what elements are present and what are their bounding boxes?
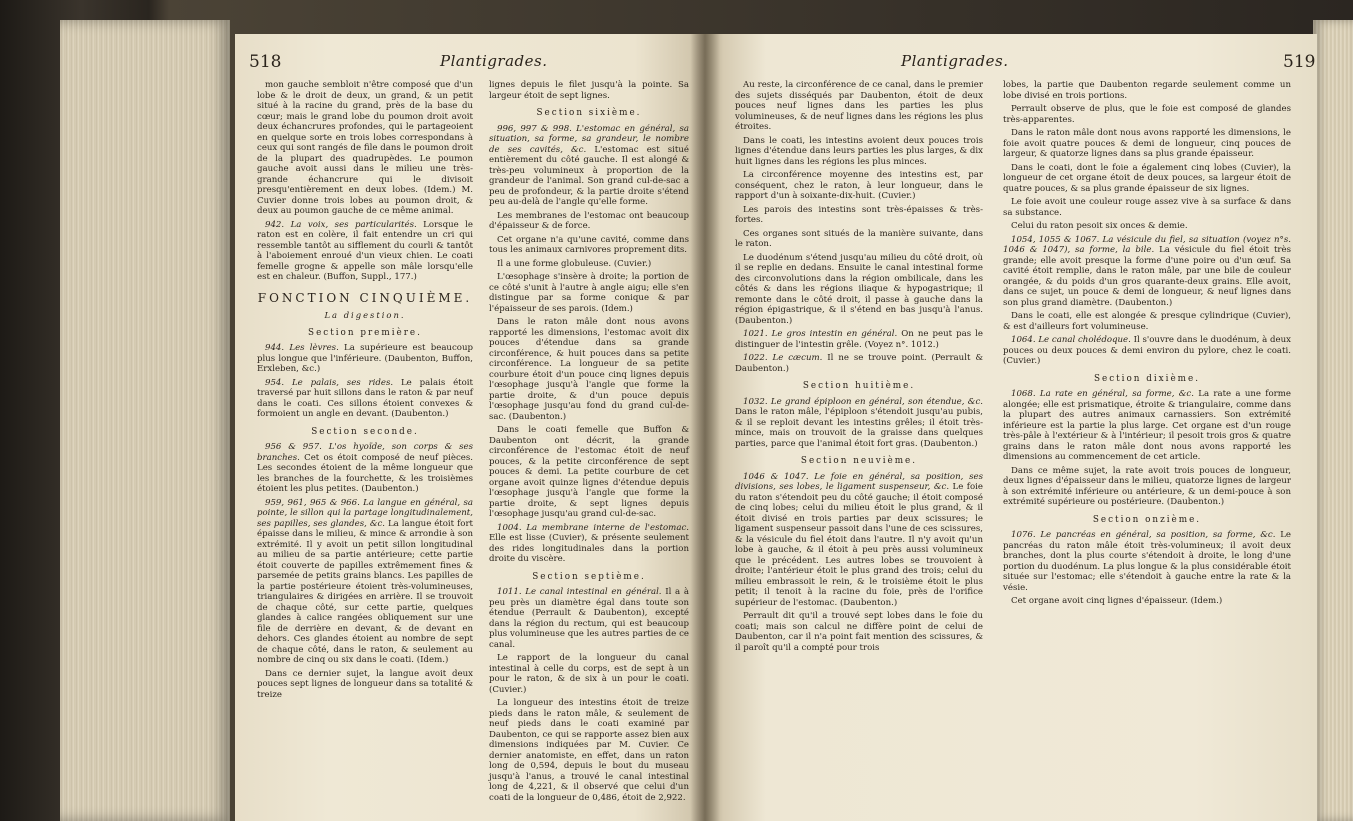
right-page-number: 519 bbox=[1283, 52, 1316, 72]
paragraph-heading: 1022. Le cæcum. bbox=[743, 353, 823, 363]
paragraph-text: Le foie avoit une couleur rouge assez vive à sa surface & dans sa substance. bbox=[1003, 197, 1291, 218]
paragraph-heading: 944. Les lèvres. bbox=[265, 343, 339, 353]
paragraph-text: La rate a une forme alongée; elle est prismatique, étroite & triangulaire, comme dans la plupart des autres animaux carnassiers. Son extrémité inférieure est la partie la plus large. Cet organe est d'un rouge très-pâle à l'extérieur & à l'intérieur; il pesoit trois gros & quatre grains dans le raton mâle dont nous avons rapporté les dimensions au commencement de cet article. bbox=[1003, 389, 1291, 462]
section-heading: Section sixième. bbox=[536, 108, 642, 118]
paragraph-heading: 1011. Le canal intestinal en général. bbox=[497, 587, 662, 597]
section-heading: Section dixième. bbox=[1093, 373, 1201, 384]
paragraph-text: L'estomac est situé entièrement du côté gauche. Il est alongé & très-peu volumineux à proportion de la grandeur de l'animal. Son grand cul-de-sac a peu de profondeur, & la partie droite s'étend peu au-delà de l'angle qu'elle forme. bbox=[489, 144, 690, 207]
paragraph bbox=[489, 272, 689, 314]
paragraph bbox=[735, 611, 983, 653]
paragraph-text: Le foie du raton s'étendoit peu du côté gauche; il étoit composé de cinq lobes; celui du milieu étoit le plus grand, & il étoit divisé en trois parties par deux scissures; le ligament suspenseur passoit dans l'une de ces scissures, & la vésicule du fiel étoit dans l'autre. Il n'y avoit qu'un lobe à gauche, & il étoit à peu près aussi volumineux que le précédent. Les autres lobes se trouvoient à droite; l'antérieur étoit le plus grand des trois; celui du milieu embrassoit le rein, & le troisième étoit le plus petit; il tenoit à la racine du foie, près de l'orifice supérieur de l'estomac. (Daubenton.) bbox=[735, 482, 983, 608]
paragraph bbox=[1003, 389, 1291, 463]
left-page bbox=[235, 34, 705, 821]
paragraph-heading: 1076. Le pancréas en général, sa position, sa forme, &c. bbox=[1011, 530, 1276, 540]
paragraph bbox=[257, 343, 473, 375]
paragraph bbox=[257, 498, 473, 666]
paragraph-text: Dans le coati femelle que Buffon & Daubenton ont décrit, la grande circonférence de l'estomac étoit de neuf pouces, & la petite circonférence de sept pouces & demi. La petite courbure de cet organe avoit quinze lignes d'étendue depuis l'œsophage jusqu'à l'angle que forme la partie droite, & sept lignes depuis l'œsophage jusqu'au grand cul-de-sac. bbox=[489, 425, 689, 519]
paragraph bbox=[489, 211, 689, 232]
paragraph-heading: 1032. Le grand épiploon en général, son étendue, &c. bbox=[743, 396, 983, 407]
section-heading: Section seconde. bbox=[311, 426, 419, 437]
paragraph-heading: 1054, 1055 & 1067. La vésicule du fiel, sa situation (voyez n°s. 1046 & 1047), sa forme, la bile. bbox=[1003, 234, 1291, 255]
paragraph-text: Dans le coati, elle est alongée & presque cylindrique (Cuvier), & est d'ailleurs fort volumineuse. bbox=[1003, 311, 1291, 332]
paragraph bbox=[735, 472, 983, 609]
paragraph bbox=[257, 378, 473, 420]
paragraph-text: Les parois des intestins sont très-épaisses & très-fortes. bbox=[735, 204, 983, 225]
left-column-1 bbox=[257, 80, 473, 703]
paragraph-text: Le duodénum s'étend jusqu'au milieu du côté droit, où il se replie en dedans. Ensuite le canal intestinal forme des circonvolutions dans la région ombilicale, dans les côtés & dans les régions iliaque & hypogastrique; il remonte dans le côté droit, il passe à gauche dans la région épigastrique, & il s'étend en bas jusqu'à l'anus. (Daubenton.) bbox=[735, 252, 983, 326]
paragraph-heading: 959, 961, 965 & 966. La langue en général, sa pointe, le sillon qui la partage longitudinalement, ses papilles, ses glandes, &c. bbox=[257, 497, 473, 529]
paragraph bbox=[735, 397, 983, 450]
paragraph bbox=[1003, 235, 1291, 309]
paragraph-heading: 954. Le palais, ses rides. bbox=[265, 377, 394, 388]
paragraph bbox=[489, 425, 689, 520]
paragraph bbox=[1003, 80, 1291, 101]
paragraph-text: La longueur des intestins étoit de treize pieds dans le raton mâle, & seulement de neuf pieds dans le coati examiné par Daubenton, ce qui se rapporte assez bien aux dimensions indiquées par M. Cuvier. Ce dernier anatomiste, en effet, dans un raton long de 0,594, depuis le bout du museau jusqu'à l'anus, a trouvé le canal intestinal long de 4,221, & il observé que celui d'un coati de la longueur de 0,486, étoit de 2,922. bbox=[489, 698, 689, 803]
paragraph bbox=[257, 442, 473, 495]
paragraph bbox=[489, 317, 689, 422]
paragraph-text: Perrault dit qu'il a trouvé sept lobes dans le foie du coati; mais son calcul ne diffère point de celui de Daubenton, car il n'a point fait mention des scissures, & il paroît qu'il a compté pour trois bbox=[735, 611, 983, 653]
paragraph bbox=[1003, 104, 1291, 125]
paragraph bbox=[735, 205, 983, 226]
paragraph bbox=[489, 124, 689, 208]
paragraph bbox=[489, 587, 689, 650]
paragraph bbox=[1003, 335, 1291, 367]
paragraph bbox=[1003, 221, 1291, 232]
paragraph-text: Le pancréas du raton mâle étoit très-volumineux; il avoit deux branches, dont la plus courte s'étendoit à droite, le long d'une portion du duodénum. La plus longue & la plus considérable étoit située sur l'estomac; elle s'étendoit à gauche entre la rate & la vésie. bbox=[1003, 530, 1292, 593]
paragraph-text: Il s'ouvre dans le duodénum, à deux pouces ou deux pouces & demi environ du pylore, chez le coati. (Cuvier.) bbox=[1003, 335, 1291, 366]
paragraph-heading: 1004. La membrane interne de l'estomac. bbox=[497, 522, 689, 533]
paragraph-text: Ces organes sont situés de la manière suivante, dans le raton. bbox=[735, 228, 983, 249]
paragraph-text: Perrault observe de plus, que le foie est composé de glandes très-apparentes. bbox=[1003, 104, 1291, 125]
paragraph bbox=[1003, 530, 1291, 593]
paragraph-text: lobes, la partie que Daubenton regarde seulement comme un lobe divisé en trois portions. bbox=[1003, 80, 1291, 101]
paragraph-text: La supérieure est beaucoup plus longue que l'inférieure. (Daubenton, Buffon, Erxleben, &c.) bbox=[257, 343, 473, 374]
paragraph bbox=[1003, 197, 1291, 218]
paragraph bbox=[1003, 128, 1291, 160]
paragraph-text: Dans ce dernier sujet, la langue avoit deux pouces sept lignes de longueur dans sa totalité & treize bbox=[257, 668, 473, 700]
left-page-stack bbox=[60, 20, 230, 821]
paragraph-text: Le palais étoit traversé par huit sillons dans le raton & par neuf dans le coati. Ces sillons étoient convexes & formoient un angle en devant. (Daubenton.) bbox=[257, 377, 474, 419]
paragraph-text: Dans le coati, dont le foie a également cinq lobes (Cuvier), la longueur de cet organe étoit de deux pouces, sa largeur étoit de quatre pouces, & sa plus grande épaisseur de six lignes. bbox=[1003, 162, 1291, 194]
paragraph bbox=[1003, 596, 1291, 607]
paragraph bbox=[735, 170, 983, 202]
paragraph bbox=[257, 80, 473, 217]
paragraph-text: La circonférence moyenne des intestins est, par conséquent, chez le raton, à leur longueur, dans le rapport d'un à soixante-dix-huit. (Cuvier.) bbox=[735, 170, 983, 201]
paragraph-text: Dans ce même sujet, la rate avoit trois pouces de longueur, deux lignes d'épaisseur dans le milieu, quatorze lignes de largeur à son extrémité inférieure ou antérieure, & un demi-pouce à son extrémité supérieure ou postérieure. (Daubenton.) bbox=[1003, 465, 1291, 507]
paragraph-text: Cet os étoit composé de neuf pièces. Les secondes étoient de la même longueur que les branches de la fourchette, & les troisièmes étoient les plus petites. (Daubenton.) bbox=[257, 452, 473, 494]
paragraph-text: Cet organe avoit cinq lignes d'épaisseur. (Idem.) bbox=[1011, 596, 1223, 606]
right-page bbox=[705, 34, 1317, 821]
chapter-heading: FONCTION CINQUIÈME. bbox=[257, 290, 473, 305]
section-heading: Section huitième. bbox=[802, 381, 916, 391]
paragraph bbox=[489, 80, 689, 101]
paragraph bbox=[1003, 163, 1291, 195]
paragraph-heading: 942. La voix, ses particularités. bbox=[265, 219, 417, 230]
paragraph-heading: 956 & 957. L'os hyoïde, son corps & ses branches. bbox=[257, 442, 473, 463]
paragraph bbox=[735, 80, 983, 133]
paragraph bbox=[489, 523, 689, 565]
paragraph-text: Dans le raton mâle dont nous avons rapporté les dimensions, l'estomac avoit dix pouces d'étendue dans sa grande circonférence, & huit pouces dans sa petite circonférence. La longueur de sa petite courbure étoit d'un pouce cinq lignes depuis l'œsophage jusqu'à l'angle que forme la partie droite, & d'un pouce depuis l'œsophage jusqu'au fond du grand cul-de-sac. (Daubenton.) bbox=[489, 317, 689, 422]
paragraph-text: Dans le coati, les intestins avoient deux pouces trois lignes d'étendue dans leurs parties les plus larges, & dix huit lignes dans les régions les plus minces. bbox=[735, 135, 983, 167]
section-heading: Section septième. bbox=[532, 571, 646, 582]
paragraph bbox=[735, 229, 983, 250]
left-running-head: Plantigrades. bbox=[440, 52, 548, 70]
paragraph-text: Celui du raton pesoit six onces & demie. bbox=[1011, 221, 1188, 231]
paragraph-text: Le rapport de la longueur du canal intestinal à celle du corps, est de sept à un pour le raton, & de six à un pour le coati. (Cuvier.) bbox=[489, 653, 689, 695]
right-page-stack bbox=[1313, 20, 1353, 821]
paragraph bbox=[257, 220, 473, 283]
paragraph-text: Les membranes de l'estomac ont beaucoup d'épaisseur & de force. bbox=[489, 210, 689, 231]
paragraph bbox=[735, 329, 983, 350]
paragraph-heading: 1068. La rate en général, sa forme, &c. bbox=[1011, 389, 1194, 399]
paragraph bbox=[735, 253, 983, 327]
paragraph bbox=[489, 653, 689, 695]
paragraph-text: Il a à peu près un diamètre égal dans toute son étendue (Perrault & Daubenton), excepté dans la région du rectum, qui est beaucoup plus volumineuse que les autres parties de ce canal. bbox=[489, 587, 689, 650]
paragraph bbox=[1003, 466, 1291, 508]
paragraph-text: Cet organe n'a qu'une cavité, comme dans tous les animaux carnivores proprement dits. bbox=[489, 234, 689, 255]
paragraph bbox=[735, 136, 983, 168]
paragraph-text: L'œsophage s'insère à droite; la portion de ce côté s'unit à l'autre à angle aigu; elle s'en distingue par sa forme conique & par l'épaisseur de ses parois. (Idem.) bbox=[489, 272, 689, 314]
paragraph-text: Il a une forme globuleuse. (Cuvier.) bbox=[497, 258, 652, 269]
left-column-2 bbox=[489, 80, 689, 806]
paragraph-heading: 1021. Le gros intestin en général. bbox=[743, 329, 898, 339]
paragraph-heading: 1046 & 1047. Le foie en général, sa position, ses divisions, ses lobes, le ligament suspenseur, &c. bbox=[735, 471, 983, 492]
paragraph-text: Elle est lisse (Cuvier), & présente seulement des rides longitudinales dans la portion droite du viscère. bbox=[489, 533, 689, 564]
paragraph bbox=[489, 698, 689, 803]
paragraph bbox=[735, 353, 983, 374]
paragraph-text: La langue étoit fort épaisse dans le milieu, & mince & arrondie à son extrémité. Il y avoit un petit sillon longitudinal au milieu de sa partie antérieure; cette partie étoit couverte de papilles extrêmement fines & parsemée de petits grains blancs. Les papilles de la partie postérieure étoient très-volumineuses, triangulaires & dirigées en arrière. Il se trouvoit de chaque côté, sur cette partie, quelques glandes à calice rangées obliquement sur une file de derrière en devant, & de devant en dehors. Ces glandes étoient au nombre de sept de chaque côté, dans le raton, & seulement au nombre de cinq ou six dans le coati. (Idem.) bbox=[257, 518, 473, 665]
paragraph-text: On ne peut pas le distinguer de l'intestin grêle. (Voyez n°. 1012.) bbox=[735, 329, 983, 350]
section-heading: Section neuvième. bbox=[800, 456, 918, 466]
paragraph-text: Dans le raton mâle dont nous avons rapporté les dimensions, le foie avoit quatre pouces & demi de longueur, cinq pouces de largeur, & quatorze lignes dans sa plus grande épaisseur. bbox=[1003, 128, 1291, 159]
section-heading: Section première. bbox=[308, 327, 422, 338]
paragraph-heading: 996, 997 & 998. L'estomac en général, sa situation, sa forme, sa grandeur, le nombre de ses cavités, &c. bbox=[489, 123, 689, 155]
paragraph bbox=[489, 235, 689, 256]
paragraph-text: La vésicule du fiel étoit très grande; elle avoit presque la forme d'une poire ou d'un œuf. Sa cavité étoit remplie, dans le raton mâle, par une bile de couleur orangée, & du poids d'un gros quarante-deux grains. Elle avoit, dans ce sujet, un pouce & demi de longueur, & neuf lignes dans son plus grand diamètre. (Daubenton.) bbox=[1003, 245, 1291, 308]
paragraph bbox=[489, 259, 689, 270]
paragraph-text: lignes depuis le filet jusqu'à la pointe. Sa largeur étoit de sept lignes. bbox=[489, 80, 689, 101]
paragraph-text: Au reste, la circonférence de ce canal, dans le premier des sujets disséqués par Daubenton, étoit de deux pouces neuf lignes dans les parties les plus volumineuses, & de neuf lignes dans les régions les plus étroites. bbox=[735, 80, 983, 132]
paragraph-text: Lorsque le raton est en colère, il fait entendre un cri qui ressemble tantôt au sifflement du courli & tantôt à l'aboiement enroué d'un vieux chien. Le coati femelle grogne & appelle son mâle lorsqu'elle est en chaleur. (Buffon, Suppl., 177.) bbox=[257, 219, 473, 282]
chapter-subheading: La digestion. bbox=[324, 310, 406, 320]
right-column-2 bbox=[1003, 80, 1291, 610]
right-column-1 bbox=[735, 80, 983, 656]
paragraph bbox=[1003, 311, 1291, 332]
paragraph-heading: 1064. Le canal cholédoque. bbox=[1011, 335, 1131, 345]
paragraph bbox=[257, 669, 473, 701]
paragraph-text: Il ne se trouve point. (Perrault & Daubenton.) bbox=[735, 353, 983, 374]
left-page-number: 518 bbox=[249, 52, 282, 72]
paragraph-text: Dans le raton mâle, l'épiploon s'étendoit jusqu'au pubis, & il se reploit devant les intestins grêles; il étoit très-mince, mais on trouvoit de la graisse dans quelques parties, parce que l'animal étoit fort gras. (Daubenton.) bbox=[735, 407, 983, 449]
paragraph-text: mon gauche sembloit n'être composé que d'un lobe & le droit de deux, un grand, & un petit situé à la racine du grand, près de la base du cœur; mais le grand lobe du poumon droit avoit deux échancrures profondes, qui le partageoient en quelque sorte en trois lobes correspondans à ceux qui sont rangés de file dans le poumon droit de la plupart des quadrupèdes. Le poumon gauche avoit aussi dans le milieu une très-grande échancrure qui le divisoit presqu'entièrement en deux lobes. (Idem.) M. Cuvier donne trois lobes au poumon droit, & deux au poumon gauche de ce même animal. bbox=[257, 80, 473, 216]
right-running-head: Plantigrades. bbox=[901, 52, 1009, 70]
section-heading: Section onzième. bbox=[1092, 514, 1202, 525]
